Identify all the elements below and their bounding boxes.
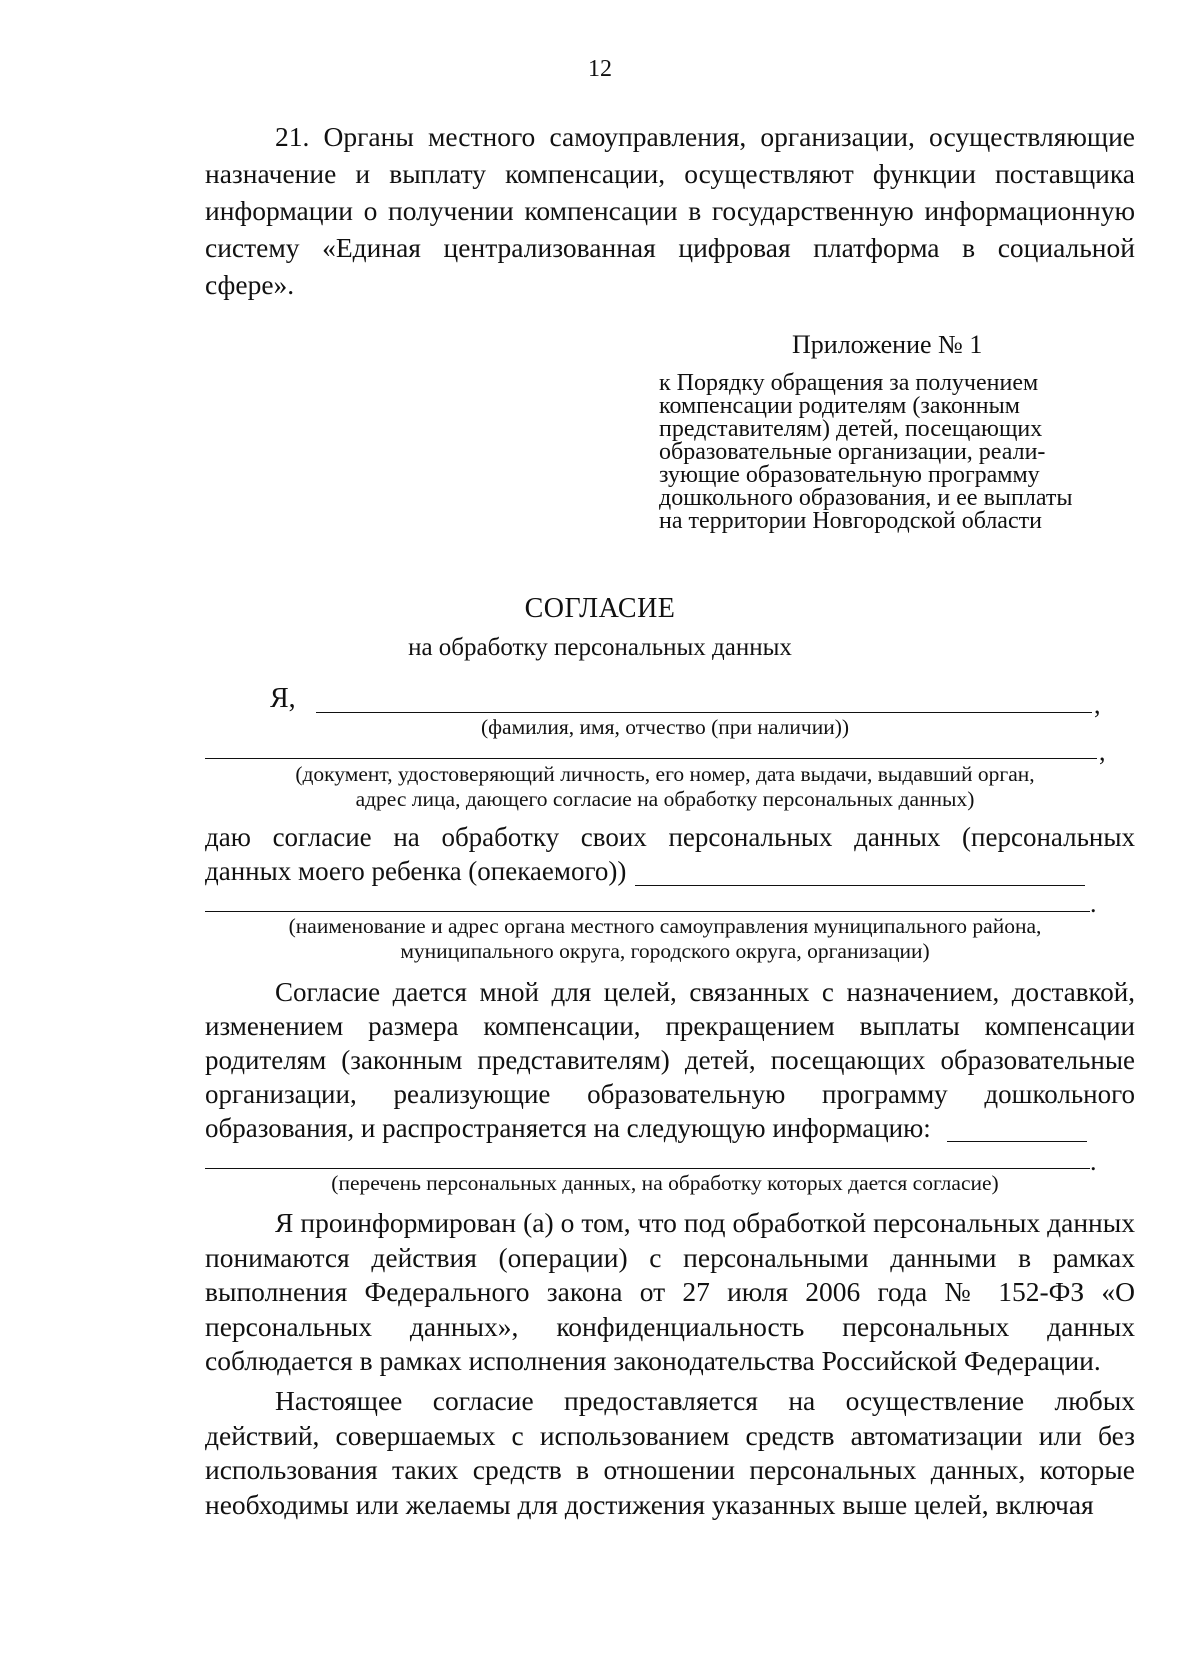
consent-title: СОГЛАСИЕ [524, 593, 676, 624]
appendix-line: зующие образовательную программу [659, 462, 1040, 488]
caption-document [205, 762, 1125, 812]
give-consent-line-2: данных моего ребенка (опекаемого)) [205, 856, 627, 886]
purpose-line-5: образования, и распространяется на следующую информацию: [205, 1113, 931, 1143]
appendix-line: дошкольного образования, и ее выплаты [659, 485, 1073, 511]
appendix-line: к Порядку обращения за получением [659, 370, 1039, 396]
purpose-line-2: изменением размера компенсации, прекращением выплаты компенсации [205, 1011, 1135, 1041]
fio-blank-line[interactable] [316, 712, 1092, 713]
clause-21 [205, 118, 1135, 303]
caption-document-line-1: (документ, удостоверяющий личность, его номер, дата выдачи, выдавший орган, [295, 762, 1035, 786]
i-label: Я, [270, 683, 296, 714]
appendix-line: образовательные организации, реали- [659, 439, 1046, 465]
info-blank-line[interactable] [947, 1141, 1087, 1142]
purpose-line-1: Согласие дается мной для целей, связанных с назначением, доставкой, [275, 977, 1135, 1007]
actions-paragraph [205, 1384, 1135, 1522]
caption-org-line-2: муниципального округа, городского округа, организации) [400, 939, 930, 963]
purpose-line-3: родителям (законным представителям) детей, посещающих образовательные [205, 1045, 1135, 1075]
period: . [1090, 889, 1097, 918]
caption-data-list: (перечень персональных данных, на обработку которых дается согласие) [331, 1171, 999, 1195]
comma: , [1094, 690, 1101, 719]
appendix-line: представителям) детей, посещающих [659, 416, 1043, 442]
consent-subtitle: на обработку персональных данных [408, 634, 792, 661]
organization-blank-line[interactable] [205, 911, 1090, 912]
informed-paragraph [205, 1206, 1135, 1379]
appendix-reference [659, 372, 1129, 533]
page-number: 12 [588, 56, 612, 82]
caption-fio: (фамилия, имя, отчество (при наличии)) [480, 715, 850, 739]
appendix-line: компенсации родителям (законным [659, 393, 1020, 419]
caption-document-line-2: адрес лица, дающего согласие на обработку персональных данных) [355, 787, 975, 811]
appendix-line: на территории Новгородской области [659, 508, 1042, 534]
child-blank-line[interactable] [635, 885, 1085, 886]
actions-text: Настоящее согласие предоставляется на осуществление любых действий, совершаемых с использованием средств автоматизации или без использования таких средств в отношении персональных данных, которые необходимы или желаемы для достижения указанных выше целей, включая [205, 1385, 1135, 1520]
give-consent-line-1: даю согласие на обработку своих персональных данных (персональных [205, 822, 1135, 852]
caption-organization [205, 914, 1125, 964]
purpose-line-4: организации, реализующие образовательную программу дошкольного [205, 1079, 1135, 1109]
clause-21-text: 21. Органы местного самоуправления, организации, осуществляющие назначение и выплату компенсации, осуществляют функции поставщика информации о получении компенсации в государственную информационную систему «Единая централизованная цифровая платформа в социальной сфере». [205, 121, 1135, 300]
document-blank-line[interactable] [205, 758, 1097, 759]
period: . [1090, 1147, 1097, 1176]
informed-text: Я проинформирован (а) о том, что под обработкой персональных данных понимаются действия (операции) с персональными данными в рамках выполнения Федерального закона от 27 июля 2006 года № 152-ФЗ «О персональных данных», конфиденциальность персональных данных соблюдается в рамках исполнения законодательства Российской Федерации. [205, 1207, 1135, 1376]
comma: , [1099, 737, 1106, 766]
caption-org-line-1: (наименование и адрес органа местного самоуправления муниципального района, [288, 914, 1042, 938]
info-list-blank-line[interactable] [205, 1168, 1090, 1169]
appendix-title: Приложение № 1 [792, 330, 983, 359]
